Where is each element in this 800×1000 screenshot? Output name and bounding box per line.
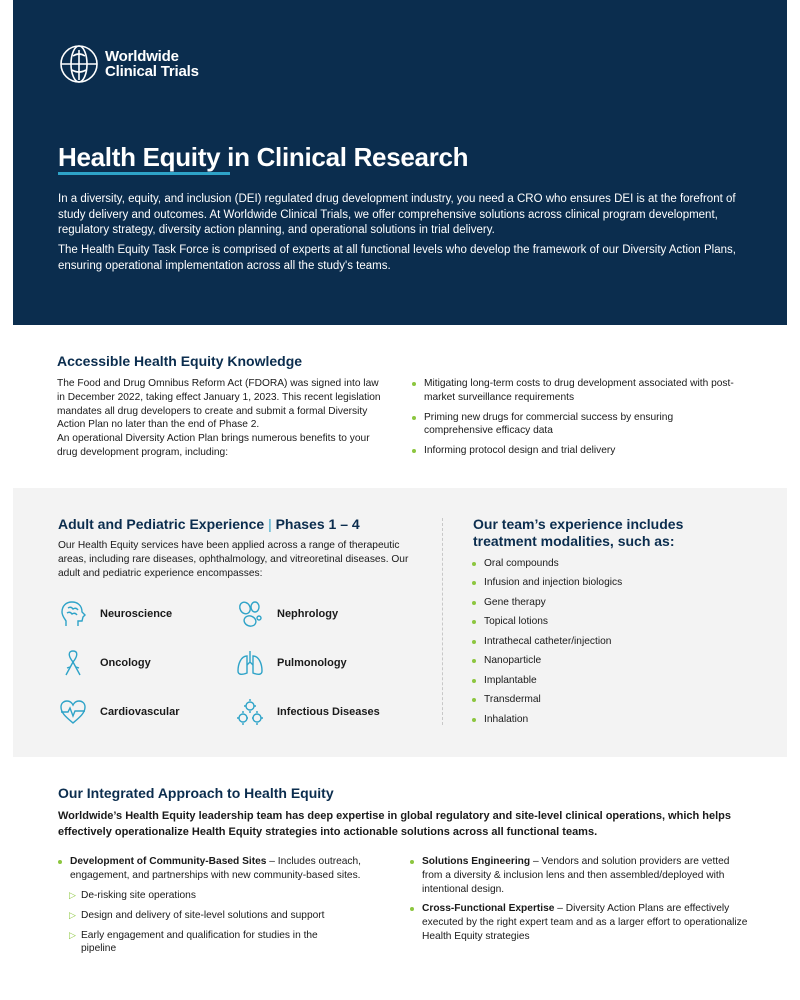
area-label: Oncology — [100, 657, 151, 669]
area-pulmonology — [235, 648, 347, 678]
term: Development of Community-Based Sites — [70, 856, 267, 867]
intro-paragraph: In a diversity, equity, and inclusion (DEI) regulated drug development industry, you need a CRO who ensures DEI is at the forefront of study delivery and outcomes. At Worldwide Clinical Trials, we offer comprehensive solutions across clinical program development, regulatory strategy, diversity action planning, and operational solutions in trial delivery. — [58, 193, 736, 236]
knowledge-text — [57, 377, 387, 460]
virus-icon — [235, 697, 265, 727]
hero-banner — [13, 0, 787, 325]
knowledge-title: Accessible Health Equity Knowledge — [57, 353, 303, 369]
kidney-icon — [235, 599, 265, 629]
list-item: ▷ Design and delivery of site-level solutions and support — [69, 909, 389, 923]
integrated-left-list — [58, 855, 388, 889]
lungs-icon — [235, 648, 265, 678]
list-item: Gene therapy — [472, 596, 752, 610]
logo-line2: Clinical Trials — [105, 63, 199, 80]
experience-text: Our Health Equity services have been applied across a range of therapeutic areas, including rare diseases, ophthalmology, and vitreoretinal diseases. Our adult and pediatric experience encompasses: — [58, 540, 409, 579]
list-item: Oral compounds — [472, 557, 752, 571]
knowledge-text-lead: An operational Diversity Action Plan brings numerous benefits to your drug development program, including: — [57, 433, 370, 458]
brain-head-icon — [58, 599, 88, 629]
list-item — [410, 902, 750, 943]
list-item: Informing protocol design and trial delivery — [412, 444, 742, 458]
term: Solutions Engineering — [422, 856, 531, 867]
list-item — [410, 855, 750, 896]
ribbon-icon — [58, 648, 88, 678]
task-force-paragraph: The Health Equity Task Force is comprised of experts at all functional levels who develop the framework of our Diversity Action Plans, ensuring operational implementation across all the study's teams. — [58, 244, 736, 272]
integrated-lead: Worldwide’s Health Equity leadership team has deep expertise in global regulatory and site-level clinical operations, which helps effectively operationalize Health Equity strategies into actionable solutions across all functional teams. — [58, 810, 732, 838]
term-desc: – Diversity Action Plans are effectively executed by the right expert team and as a larger effort to operationalize Health Equity strategies — [422, 903, 748, 942]
term-desc: – Includes outreach, engagement, and partnerships with new community-based sites. — [70, 856, 362, 881]
title-underline — [58, 172, 230, 175]
list-item: Transdermal — [472, 693, 752, 707]
area-oncology — [58, 648, 151, 678]
list-item: Intrathecal catheter/injection — [472, 635, 752, 649]
experience-title-phase: Phases 1 – 4 — [275, 516, 360, 532]
term-desc: – Vendors and solution providers are vetted from a diversity & inclusion lens and then assembled/deployed with intentional design. — [422, 856, 730, 895]
caduceus-globe-icon — [59, 44, 99, 84]
area-nephrology — [235, 599, 338, 629]
term: Cross-Functional Expertise — [422, 903, 555, 915]
modalities-title — [473, 516, 683, 550]
knowledge-text-main: The Food and Drug Omnibus Reform Act (FDORA) was signed into law in December 2022, taking effect January 1, 2023. This recent legislation mandates all drug developers to create and submit a formal Diversity Action Plan no later than the end of Phase 2. — [57, 378, 381, 431]
area-label: Cardiovascular — [100, 706, 180, 718]
list-item: ▷ De-risking site operations — [69, 889, 389, 903]
modalities-list — [472, 557, 752, 732]
logo — [59, 44, 199, 84]
area-label: Pulmonology — [277, 657, 347, 669]
list-item: Mitigating long-term costs to drug development associated with post-market surveillance requirements — [412, 377, 742, 405]
area-label: Nephrology — [277, 608, 339, 620]
page-title: Health Equity in Clinical Research — [58, 142, 469, 172]
list-item: Nanoparticle — [472, 654, 752, 668]
integrated-title: Our Integrated Approach to Health Equity — [58, 785, 334, 801]
area-label: Neuroscience — [100, 608, 173, 620]
area-infectious-diseases — [235, 697, 380, 727]
experience-title — [58, 516, 360, 532]
area-cardiovascular — [58, 697, 179, 727]
list-item: Topical lotions — [472, 615, 752, 629]
integrated-right-list — [410, 855, 750, 950]
list-item: Infusion and injection biologics — [472, 576, 752, 590]
experience-title-main: Adult and Pediatric Experience — [58, 516, 265, 532]
benefits-list — [412, 377, 742, 464]
list-item: Inhalation — [472, 713, 752, 727]
list-item: ▷ Early engagement and qualification for studies in the pipeline — [69, 929, 331, 957]
heart-pulse-icon — [58, 697, 88, 727]
modalities-title-line2: treatment modalities, such as: — [473, 533, 675, 549]
list-item: Priming new drugs for commercial success by ensuring comprehensive efficacy data — [412, 411, 742, 439]
column-divider — [442, 518, 443, 725]
logo-text — [105, 49, 199, 79]
modalities-title-line1: Our team’s experience includes — [473, 516, 684, 532]
area-neuroscience — [58, 599, 172, 629]
list-item: Implantable — [472, 674, 752, 688]
logo-line1: Worldwide — [105, 48, 179, 65]
list-item — [58, 855, 388, 883]
integrated-sub-list — [69, 889, 389, 962]
area-label: Infectious Diseases — [277, 706, 380, 718]
title-separator: | — [268, 516, 272, 532]
